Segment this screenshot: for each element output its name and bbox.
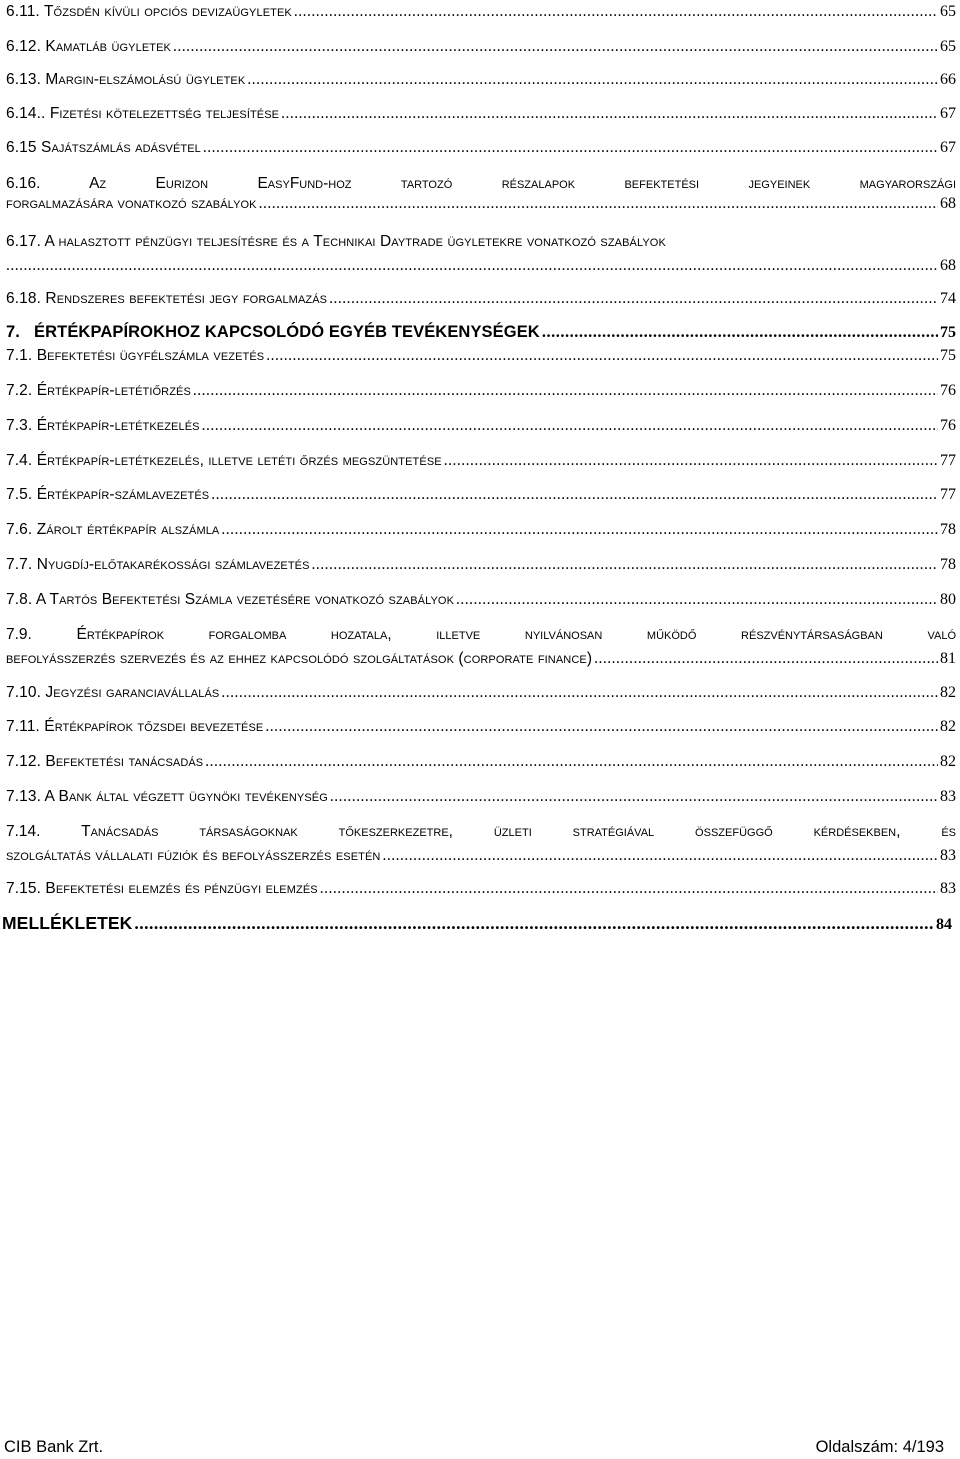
toc-title: MELLÉKLETEK [2,913,133,933]
toc-number: 7.2. [6,382,33,399]
toc-number: 6.18. [6,290,41,307]
toc-title: Befektetési tanácsadás [45,753,204,770]
footer-company: CIB Bank Zrt. [4,1438,104,1456]
dot-leader [202,416,938,436]
dot-leader [205,752,938,772]
toc-title: Jegyzési garanciavállalás [45,684,220,701]
toc-title: Zárolt értékpapír alszámla [36,521,220,538]
toc-title-line2: befolyásszerzés szervezés és az ehhez kapcsolódó szolgáltatások (corporate finance) [6,650,593,667]
toc-title: Értékpapír-letétiőrzés [36,382,191,399]
toc-title-line2: szolgáltatás vállalati fúziók és befolyásszerzés esetén [6,847,381,864]
toc-title: A Tartós Befektetési Számla vezetésére vonatkozó szabályok [35,591,455,608]
toc-page: 82 [940,684,956,701]
toc-number: 7.3. [6,417,33,434]
toc-number: 6.17. [6,233,41,250]
toc-entry-7-6[interactable] [6,520,956,540]
toc-page: 82 [940,718,956,735]
dot-leader [211,485,938,505]
toc-entry-6-14[interactable] [6,104,956,124]
toc-number: 7.7. [6,556,33,573]
dot-leader [594,649,938,669]
toc-page: 84 [936,916,952,933]
dot-leader [444,451,938,471]
toc-number: 7.4. [6,452,33,469]
dot-leader [382,846,938,866]
toc-title: Margin-elszámolású ügyletek [45,71,246,88]
toc-title: Befektetési elemzés és pénzügyi elemzés [45,880,318,897]
toc-number: 7.6. [6,521,33,538]
toc-page: 83 [940,847,956,864]
toc-entry-7-4[interactable] [6,451,956,471]
toc-page: 65 [940,3,956,20]
toc-title: Értékpapír-letétkezelés, illetve letéti őrzés megszüntetése [36,452,442,469]
toc-title: Nyugdíj-előtakarékossági számlavezetés [36,556,310,573]
toc-page: 81 [940,650,956,667]
toc-entry-7-3[interactable] [6,416,956,436]
toc-page: 74 [940,290,956,307]
toc-page: 80 [940,591,956,608]
dot-leader [294,2,938,22]
toc-entry-6-16[interactable] [6,174,956,214]
dot-leader [247,70,938,90]
toc-page: 65 [940,38,956,55]
toc-entry-6-13[interactable] [6,70,956,90]
toc-number: 6.16. [6,175,41,192]
toc-entry-7-9[interactable] [6,625,956,669]
toc-number: 7.9. [6,626,32,643]
toc-title: Befektetési ügyfélszámla vezetés [36,347,265,364]
toc-number: 6.13. [6,71,41,88]
toc-entry-6-15[interactable] [6,138,956,158]
toc-number: 7.15. [6,880,41,897]
toc-page: 77 [940,452,956,469]
toc-entry-7-12[interactable] [6,752,956,772]
toc-page: 78 [940,556,956,573]
toc-title: Tőzsdén kívüli opciós devizaügyletek [43,3,292,20]
toc-title-line2: forgalmazására vonatkozó szabályok [6,195,257,212]
dot-leader [281,104,938,124]
dot-leader [266,346,938,366]
toc-number: 6.12. [6,38,41,55]
dot-leader [203,138,938,158]
toc-title-line1: Az Eurizon EasyFund-hoz tartozó részalapok befektetési jegyeinek magyarországi [89,175,957,192]
toc-page: 75 [940,324,956,341]
dot-leader [193,381,938,401]
toc-title: A Bank által végzett ügynöki tevékenység [44,788,328,805]
toc-page: 83 [940,880,956,897]
toc-page: 77 [940,486,956,503]
toc-entry-7-13[interactable] [6,787,956,807]
toc-title-line1: A halasztott pénzügyi teljesítésre és a Technikai Daytrade ügyletekre vonatkozó szabályok [44,233,666,250]
dot-leader [173,37,938,57]
toc-number: 7.11. [6,718,40,735]
toc-entry-7-11[interactable] [6,717,956,737]
toc-page: 75 [940,347,956,364]
toc-chapter-7[interactable] [6,322,956,343]
dot-leader [320,879,938,899]
toc-title: Sajátszámlás adásvétel [41,139,201,156]
toc-title-line1: Tanácsadás társaságoknak tőkeszerkezetre, üzleti stratégiával összefüggő kérdésekben, és [81,823,956,840]
dot-leader [6,256,938,276]
toc-number: 7.10. [6,684,41,701]
toc-page: 66 [940,71,956,88]
toc-page: 67 [940,105,956,122]
toc-entry-6-12[interactable] [6,37,956,57]
toc-title: Fizetési kötelezettség teljesítése [49,105,280,122]
toc-number: 7.8. [6,591,33,608]
dot-leader [221,683,938,703]
toc-page: 76 [940,382,956,399]
toc-number: 7.5. [6,486,33,503]
toc-number: 6.14.. [6,105,46,122]
dot-leader [259,194,938,214]
toc-entry-7-2[interactable] [6,381,956,401]
toc-number: 7.13. [6,788,41,805]
toc-appendices[interactable] [2,913,952,935]
toc-entry-6-18[interactable] [6,289,956,309]
dot-leader [456,590,938,610]
toc-title: Értékpapír-számlavezetés [36,486,210,503]
toc-title: ÉRTÉKPAPÍROKHOZ KAPCSOLÓDÓ EGYÉB TEVÉKENYSÉGEK [34,323,540,341]
toc-page: 83 [940,788,956,805]
dot-leader [134,913,934,933]
toc-entry-6-11[interactable] [6,2,956,22]
toc-number: 6.11. [6,3,40,20]
toc-entry-7-5[interactable] [6,485,956,505]
toc-page: 78 [940,521,956,538]
toc-number: 6.15 [6,139,37,156]
toc-entry-7-10[interactable] [6,683,956,703]
toc-number: 7.14. [6,823,41,840]
dot-leader [265,717,938,737]
dot-leader [542,322,938,342]
toc-entry-7-14[interactable] [6,822,956,866]
footer-page-number: Oldalszám: 4/193 [815,1438,944,1456]
dot-leader [312,555,938,575]
dot-leader [330,787,938,807]
toc-number: 7. [6,323,20,341]
toc-entry-7-15[interactable] [6,879,956,899]
toc-number: 7.12. [6,753,41,770]
toc-title: Értékpapírok tőzsdei bevezetése [44,718,264,735]
dot-leader [221,520,938,540]
toc-page: 67 [940,139,956,156]
toc-page: 82 [940,753,956,770]
toc-page: 68 [940,195,956,212]
toc-title: Rendszeres befektetési jegy forgalmazás [45,290,328,307]
toc-entry-7-1[interactable] [6,346,956,366]
toc-entry-7-8[interactable] [6,590,956,610]
toc-number: 7.1. [6,347,33,364]
toc-title: Értékpapír-letétkezelés [36,417,200,434]
dot-leader [329,289,938,309]
toc-page: 76 [940,417,956,434]
toc-page: 68 [940,257,956,274]
toc-entry-7-7[interactable] [6,555,956,575]
toc-title: Kamatláb ügyletek [45,38,171,55]
toc-entry-6-17[interactable] [6,232,956,276]
toc-title-line1: Értékpapírok forgalomba hozatala, illetve nyilvánosan működő részvénytársaságban való [76,626,956,643]
